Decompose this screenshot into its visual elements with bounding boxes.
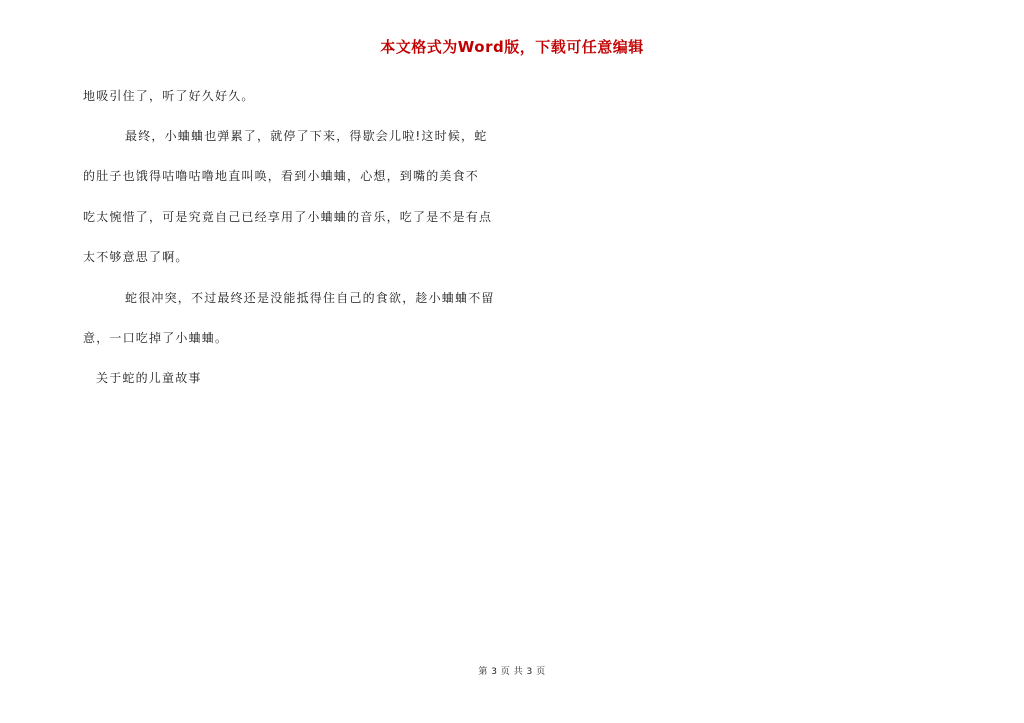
body-line-5: 太不够意思了啊。 — [83, 250, 189, 264]
section-heading: 关于蛇的儿童故事 — [96, 371, 202, 385]
body-line-2: 最终，小蛐蛐也弹累了，就停了下来，得歇会儿啦!这时候，蛇 — [125, 129, 488, 143]
body-line-4: 吃太惋惜了，可是究竟自己已经享用了小蛐蛐的音乐，吃了是不是有点 — [83, 210, 493, 224]
body-line-3: 的肚子也饿得咕噜咕噜地直叫唤，看到小蛐蛐，心想，到嘴的美食不 — [83, 169, 480, 183]
header-banner: 本文格式为Word版，下载可任意编辑 — [380, 38, 644, 56]
body-line-6: 蛇很冲突，不过最终还是没能抵得住自己的食欲，趁小蛐蛐不留 — [125, 291, 495, 305]
body-line-1: 地吸引住了，听了好久好久。 — [83, 89, 255, 103]
body-line-7: 意，一口吃掉了小蛐蛐。 — [83, 331, 229, 345]
page-number-footer: 第 3 页 共 3 页 — [478, 667, 546, 677]
